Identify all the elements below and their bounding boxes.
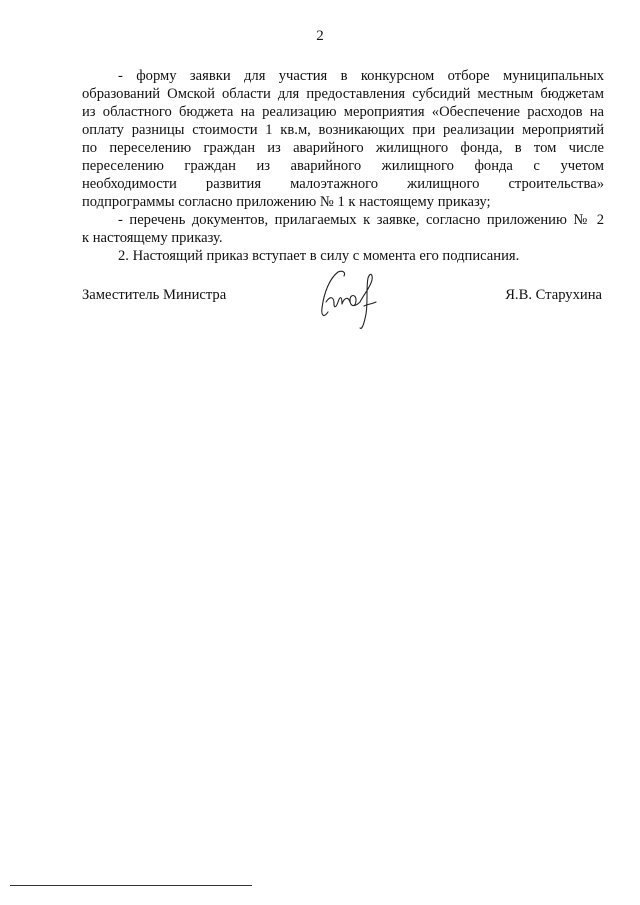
body-line: 2. Настоящий приказ вступает в силу с момента его подписания. [118,248,520,264]
handwritten-signature [316,268,390,332]
body-line: оплату разницы стоимости 1 кв.м, возникающих при реализации мероприятий [82,122,604,138]
signature-title: Заместитель Министра [82,287,227,303]
body-line: по переселению граждан из аварийного жилищного фонда, в том числе [82,140,604,156]
body-line: - перечень документов, прилагаемых к заявке, согласно приложению № 2 [118,212,604,228]
body-line: к настоящему приказу. [82,230,223,246]
body-line: из областного бюджета на реализацию мероприятия «Обеспечение расходов на [82,104,604,120]
body-line: подпрограммы согласно приложению № 1 к настоящему приказу; [82,194,491,210]
body-line: - форму заявки для участия в конкурсном отборе муниципальных [118,68,604,84]
body-line: образований Омской области для предоставления субсидий местным бюджетам [82,86,604,102]
footer-rule [10,885,252,886]
body-line: переселению граждан из аварийного жилищного фонда с учетом [82,158,604,174]
page-number: 2 [316,28,324,44]
body-line: необходимости развития малоэтажного жилищного строительства» [82,176,604,192]
signature-name: Я.В. Старухина [505,287,602,303]
